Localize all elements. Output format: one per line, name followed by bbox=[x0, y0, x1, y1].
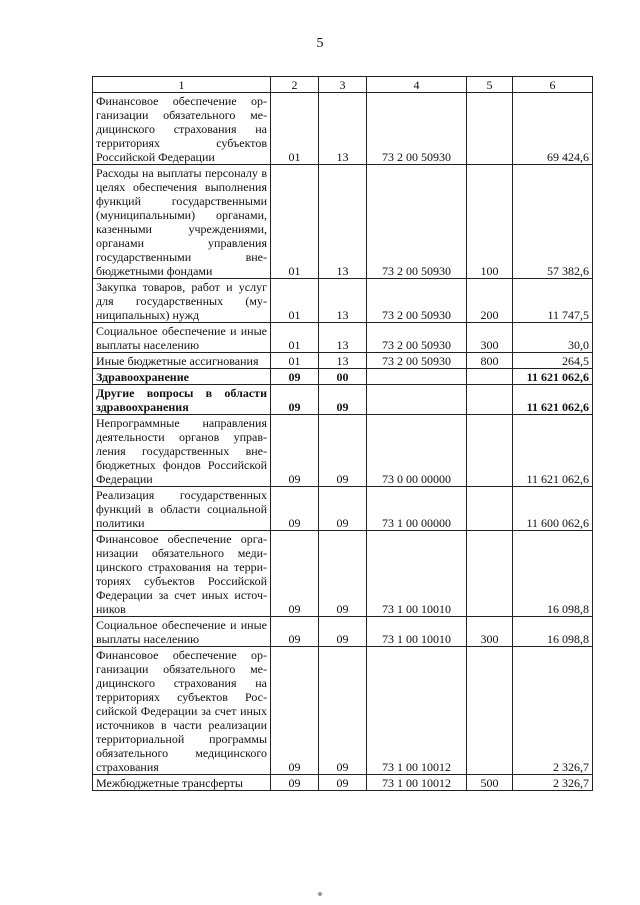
table-row bbox=[93, 165, 593, 279]
section-code: 09 bbox=[271, 369, 319, 385]
expense-type-code bbox=[467, 415, 513, 487]
section-code: 01 bbox=[271, 279, 319, 323]
subsection-code: 13 bbox=[319, 279, 367, 323]
subsection-code: 09 bbox=[319, 385, 367, 415]
page-number: 5 bbox=[316, 36, 324, 51]
section-code: 09 bbox=[271, 647, 319, 775]
target-article-code: 73 1 00 10010 bbox=[367, 617, 467, 647]
subsection-code: 13 bbox=[319, 323, 367, 353]
expense-type-code: 500 bbox=[467, 775, 513, 791]
amount-value: 2 326,7 bbox=[513, 647, 593, 775]
target-article-code: 73 2 00 50930 bbox=[367, 93, 467, 165]
header-col-6: 6 bbox=[513, 77, 593, 93]
item-name: Иные бюджетные ассигнования bbox=[93, 353, 271, 369]
amount-value: 11 747,5 bbox=[513, 279, 593, 323]
table-row bbox=[93, 93, 593, 165]
expense-type-code bbox=[467, 385, 513, 415]
expense-type-code: 300 bbox=[467, 323, 513, 353]
target-article-code: 73 1 00 10012 bbox=[367, 775, 467, 791]
amount-value: 16 098,8 bbox=[513, 617, 593, 647]
target-article-code: 73 2 00 50930 bbox=[367, 353, 467, 369]
expense-type-code: 800 bbox=[467, 353, 513, 369]
target-article-code: 73 2 00 50930 bbox=[367, 279, 467, 323]
target-article-code: 73 2 00 50930 bbox=[367, 165, 467, 279]
subsection-code: 13 bbox=[319, 165, 367, 279]
expense-type-code bbox=[467, 93, 513, 165]
section-code: 09 bbox=[271, 617, 319, 647]
amount-value: 11 621 062,6 bbox=[513, 415, 593, 487]
section-code: 09 bbox=[271, 775, 319, 791]
item-name: Межбюджетные трансферты bbox=[93, 775, 271, 791]
item-name: Закупка товаров, работ и услуг для государственных (муниципальных) нужд bbox=[93, 279, 271, 323]
item-name: Финансовое обеспечение организации обязательного медицинского страхования на территориях субъектов Российской Федерации bbox=[93, 93, 271, 165]
item-name: Социальное обеспечение и иные выплаты населению bbox=[93, 323, 271, 353]
amount-value: 11 621 062,6 bbox=[513, 369, 593, 385]
header-col-2: 2 bbox=[271, 77, 319, 93]
item-name: Непрограммные направления деятельности органов управления государственных внебюджетных фондов Российской Федерации bbox=[93, 415, 271, 487]
expense-type-code: 100 bbox=[467, 165, 513, 279]
amount-value: 30,0 bbox=[513, 323, 593, 353]
header-col-5: 5 bbox=[467, 77, 513, 93]
section-code: 01 bbox=[271, 353, 319, 369]
item-name: Реализация государственных функций в области социальной политики bbox=[93, 487, 271, 531]
budget-table bbox=[92, 76, 593, 791]
subsection-code: 09 bbox=[319, 775, 367, 791]
subsection-code: 13 bbox=[319, 93, 367, 165]
target-article-code: 73 1 00 10012 bbox=[367, 647, 467, 775]
target-article-code bbox=[367, 385, 467, 415]
subsection-code: 09 bbox=[319, 415, 367, 487]
footer-mark bbox=[318, 892, 322, 896]
target-article-code: 73 1 00 00000 bbox=[367, 487, 467, 531]
table-row bbox=[93, 647, 593, 775]
table-row bbox=[93, 369, 593, 385]
subsection-code: 13 bbox=[319, 353, 367, 369]
target-article-code: 73 1 00 10010 bbox=[367, 531, 467, 617]
table-row bbox=[93, 385, 593, 415]
header-col-3: 3 bbox=[319, 77, 367, 93]
section-code: 09 bbox=[271, 487, 319, 531]
item-name: Другие вопросы в области здравоохранения bbox=[93, 385, 271, 415]
header-col-4: 4 bbox=[367, 77, 467, 93]
item-name: Финансовое обеспечение организации обязательного медицинского страхования на территориях субъектов Российской Федерации за счет иных источников bbox=[93, 531, 271, 617]
target-article-code: 73 0 00 00000 bbox=[367, 415, 467, 487]
section-code: 09 bbox=[271, 415, 319, 487]
table-row bbox=[93, 323, 593, 353]
item-name: Социальное обеспечение и иные выплаты населению bbox=[93, 617, 271, 647]
subsection-code: 09 bbox=[319, 617, 367, 647]
expense-type-code bbox=[467, 487, 513, 531]
expense-type-code bbox=[467, 647, 513, 775]
item-name: Финансовое обеспечение организации обязательного медицинского страхования на территориях субъектов Российской Федерации за счет иных источников в части реализации территориальной программы обязательного медицинского страхования bbox=[93, 647, 271, 775]
amount-value: 2 326,7 bbox=[513, 775, 593, 791]
target-article-code: 73 2 00 50930 bbox=[367, 323, 467, 353]
table-row bbox=[93, 531, 593, 617]
expense-type-code: 200 bbox=[467, 279, 513, 323]
expense-type-code: 300 bbox=[467, 617, 513, 647]
subsection-code: 09 bbox=[319, 647, 367, 775]
subsection-code: 09 bbox=[319, 487, 367, 531]
table-body bbox=[93, 93, 593, 791]
item-name: Расходы на выплаты персоналу в целях обеспечения выполнения функций государственными (муниципальными) органами, казенными учреждениями, органами управления государственными внебюджетными фондами bbox=[93, 165, 271, 279]
header-row bbox=[93, 77, 593, 93]
amount-value: 11 600 062,6 bbox=[513, 487, 593, 531]
amount-value: 57 382,6 bbox=[513, 165, 593, 279]
table-row bbox=[93, 353, 593, 369]
amount-value: 16 098,8 bbox=[513, 531, 593, 617]
expense-type-code bbox=[467, 369, 513, 385]
expense-type-code bbox=[467, 531, 513, 617]
header-col-1: 1 bbox=[93, 77, 271, 93]
table-row bbox=[93, 279, 593, 323]
amount-value: 264,5 bbox=[513, 353, 593, 369]
amount-value: 69 424,6 bbox=[513, 93, 593, 165]
table-row bbox=[93, 487, 593, 531]
subsection-code: 00 bbox=[319, 369, 367, 385]
subsection-code: 09 bbox=[319, 531, 367, 617]
table-row bbox=[93, 415, 593, 487]
section-code: 09 bbox=[271, 385, 319, 415]
section-code: 01 bbox=[271, 165, 319, 279]
section-code: 01 bbox=[271, 323, 319, 353]
table-row bbox=[93, 617, 593, 647]
item-name: Здравоохранение bbox=[93, 369, 271, 385]
target-article-code bbox=[367, 369, 467, 385]
section-code: 09 bbox=[271, 531, 319, 617]
table-row bbox=[93, 775, 593, 791]
section-code: 01 bbox=[271, 93, 319, 165]
amount-value: 11 621 062,6 bbox=[513, 385, 593, 415]
